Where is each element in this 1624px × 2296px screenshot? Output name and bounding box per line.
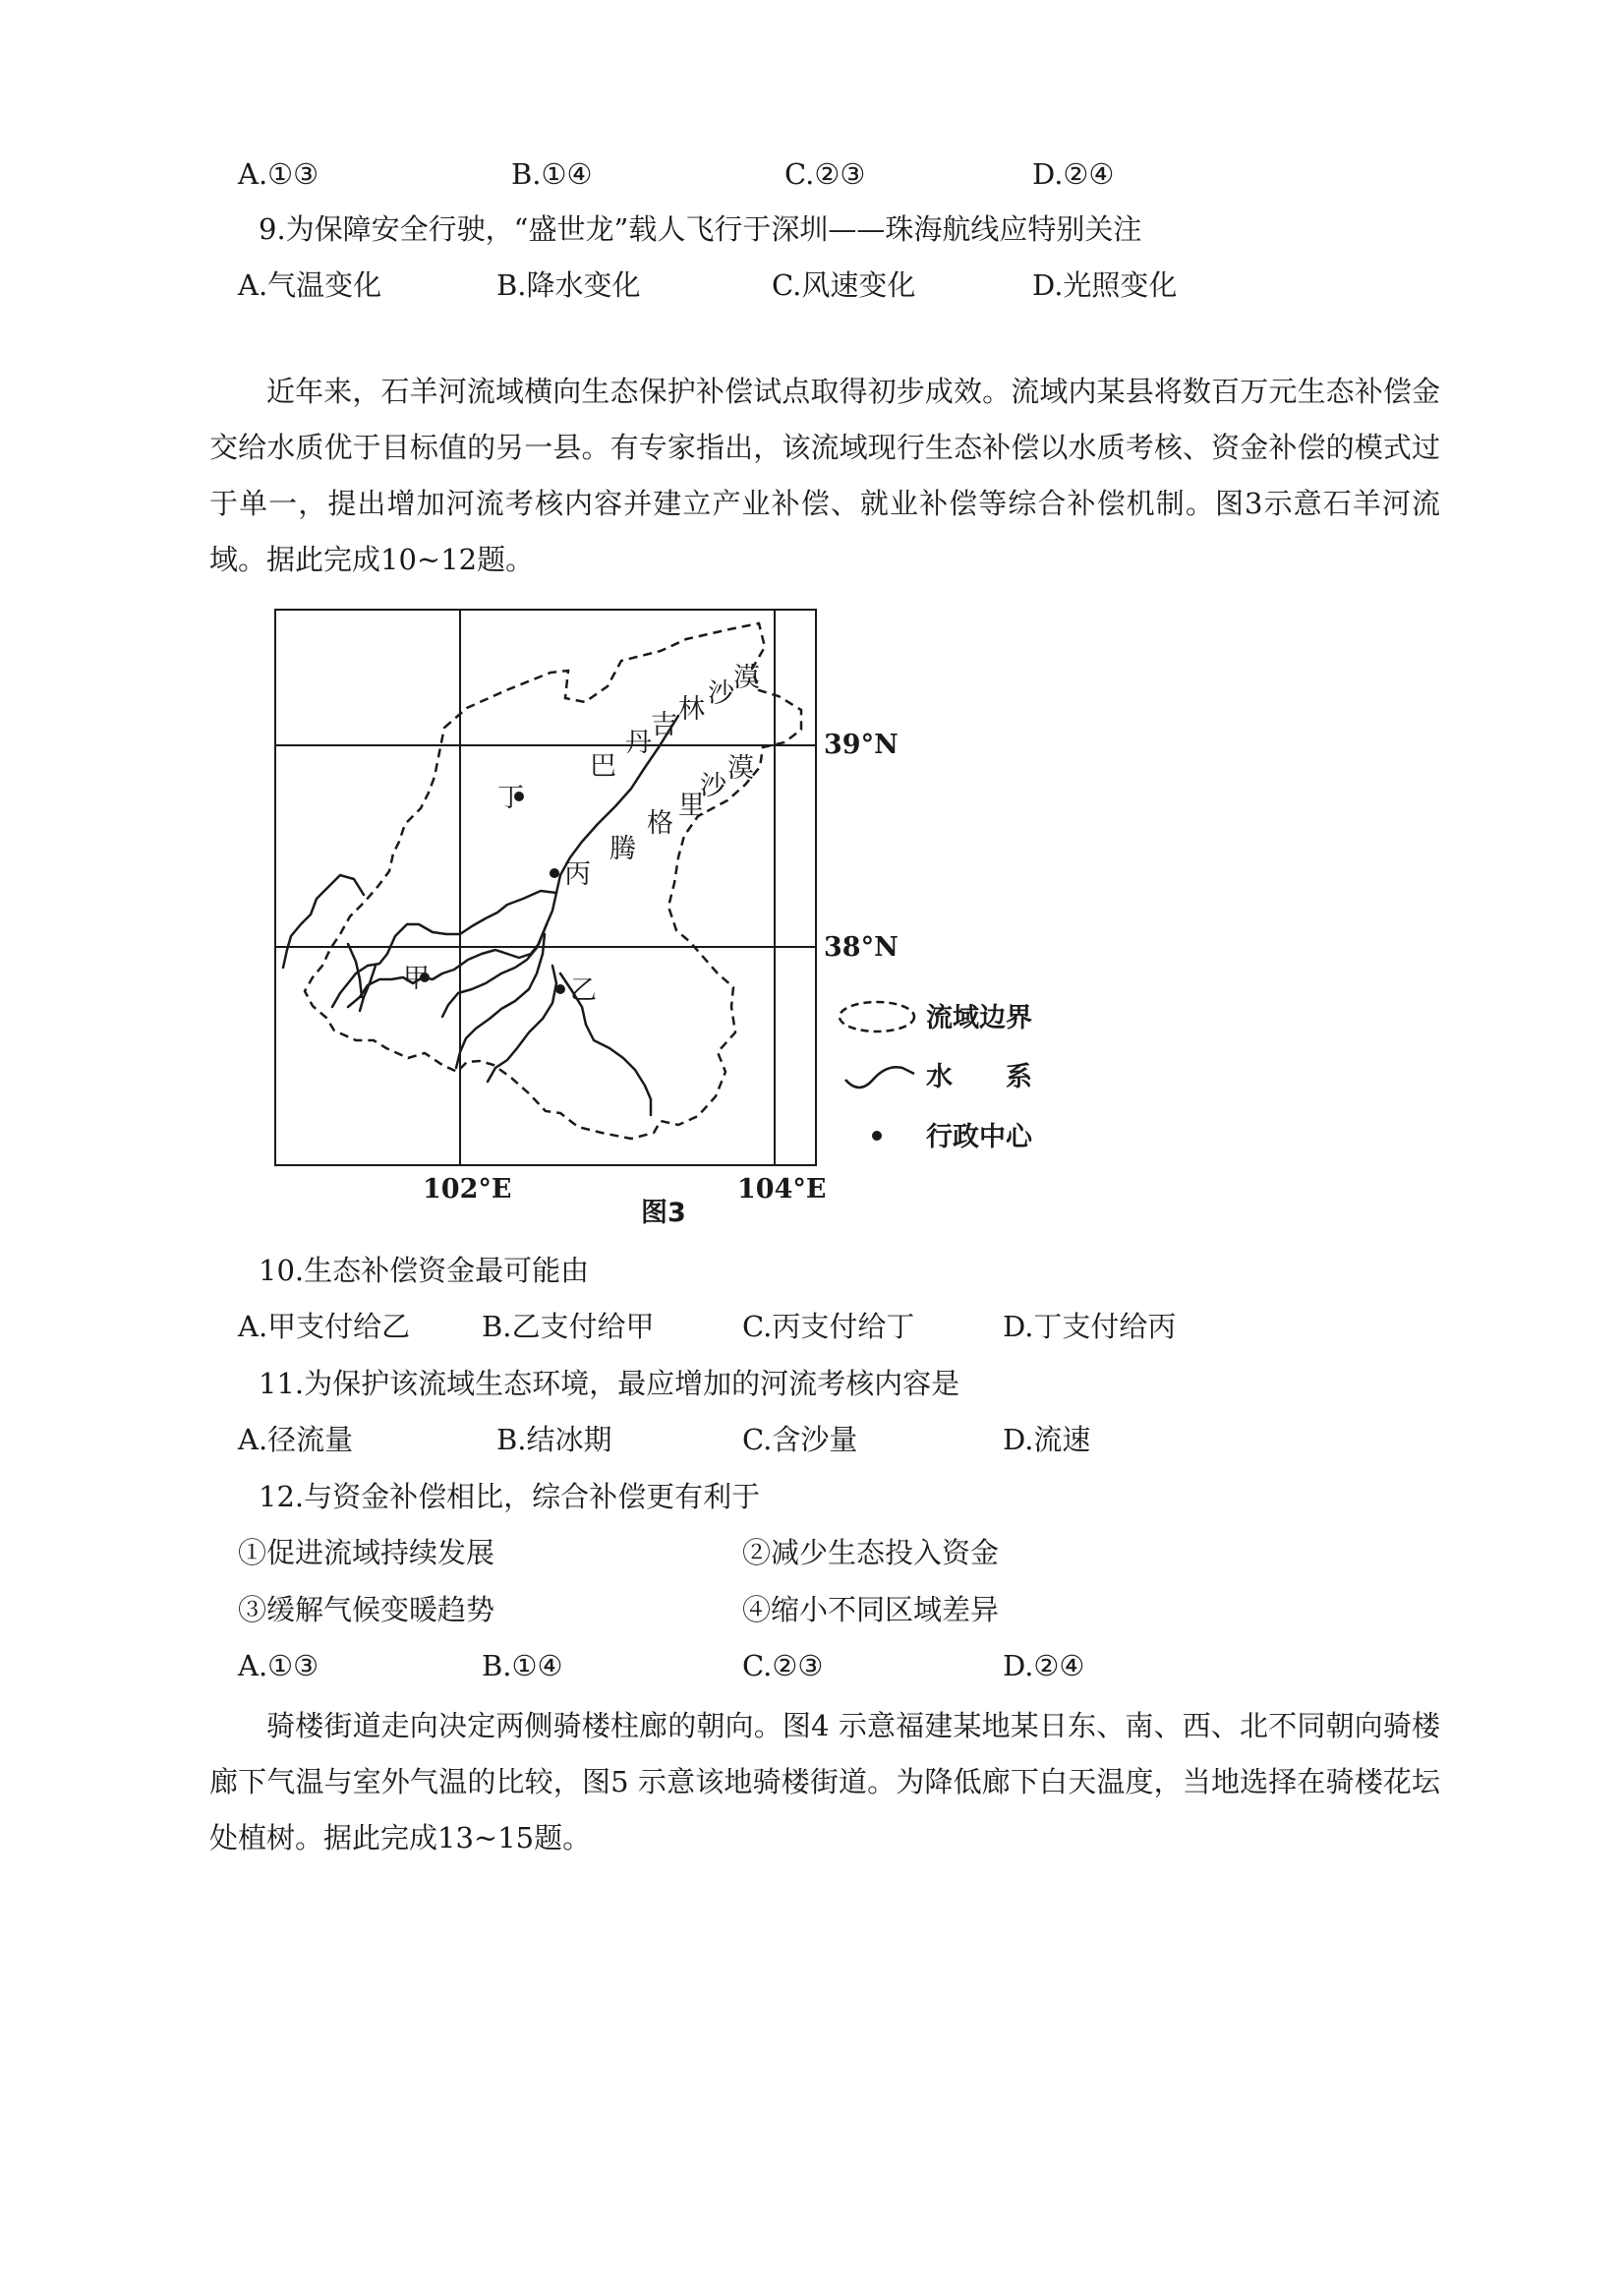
place-jia-label: 甲 <box>403 964 430 994</box>
desert2-char-1: 巴 <box>590 751 616 782</box>
q8-option-d[interactable]: D.②④ <box>1032 157 1115 191</box>
place-bing-dot <box>550 868 559 878</box>
figure-3-caption: 图3 <box>641 1198 686 1228</box>
desert1-char-3: 林 <box>678 694 705 725</box>
q11-option-c[interactable]: C.含沙量 <box>742 1423 858 1456</box>
desert1-char-5: 漠 <box>733 663 760 693</box>
q12-option-c[interactable]: C.②③ <box>742 1649 824 1682</box>
desert2-char-3: 格 <box>647 808 673 839</box>
q11-option-a[interactable]: A.径流量 <box>238 1423 354 1456</box>
place-yi-dot <box>555 984 565 994</box>
desert1-char-1: 丹 <box>625 728 652 758</box>
legend-center-symbol <box>872 1131 882 1141</box>
q10-option-a[interactable]: A.甲支付给乙 <box>238 1310 411 1343</box>
legend-river-symbol <box>845 1067 914 1088</box>
desert2-char-6: 漠 <box>727 753 754 784</box>
q8-option-b[interactable]: B.①④ <box>511 157 593 191</box>
map-legend <box>840 1002 914 1141</box>
q10-option-c[interactable]: C.丙支付给丁 <box>742 1310 915 1343</box>
q12-item-4: ④缩小不同区域差异 <box>742 1593 1000 1626</box>
legend-center-label: 行政中心 <box>926 1122 1032 1152</box>
q12-item-3: ③缓解气候变暖趋势 <box>238 1593 495 1626</box>
q9-option-b[interactable]: B.降水变化 <box>496 268 641 302</box>
q12-option-d[interactable]: D.②④ <box>1003 1649 1085 1682</box>
q9-stem: 9.为保障安全行驶，“盛世龙”载人飞行于深圳——珠海航线应特别关注 <box>259 212 1142 246</box>
legend-boundary-label: 流域边界 <box>926 1003 1032 1033</box>
q8-option-a[interactable]: A.①③ <box>238 157 319 191</box>
q9-option-c[interactable]: C.风速变化 <box>772 268 916 302</box>
lon-label-104: 104°E <box>737 1174 827 1205</box>
q11-option-d[interactable]: D.流速 <box>1003 1423 1091 1456</box>
q9-option-d[interactable]: D.光照变化 <box>1032 268 1178 302</box>
lat-label-39: 39°N <box>824 730 899 760</box>
q12-option-a[interactable]: A.①③ <box>238 1649 319 1682</box>
desert2-char-4: 里 <box>678 791 705 821</box>
q9-option-a[interactable]: A.气温变化 <box>238 268 382 302</box>
lat-label-38: 38°N <box>824 932 899 963</box>
desert2-char-2: 腾 <box>609 834 636 864</box>
q12-item-1: ①促进流域持续发展 <box>238 1536 495 1569</box>
desert1-char-2: 吉 <box>651 710 677 740</box>
q12-option-b[interactable]: B.①④ <box>482 1649 563 1682</box>
place-yi-label: 乙 <box>570 975 597 1006</box>
q10-option-d[interactable]: D.丁支付给丙 <box>1003 1310 1177 1343</box>
q10-option-b[interactable]: B.乙支付给甲 <box>482 1310 655 1343</box>
q11-option-b[interactable]: B.结冰期 <box>496 1423 612 1456</box>
q11-stem: 11.为保护该流域生态环境，最应增加的河流考核内容是 <box>259 1367 960 1400</box>
figure-3-shiyang-river-map <box>265 600 1032 1229</box>
q12-item-2: ②减少生态投入资金 <box>742 1536 1000 1569</box>
desert2-char-5: 沙 <box>700 771 726 801</box>
q12-stem: 12.与资金补偿相比，综合补偿更有利于 <box>259 1480 761 1513</box>
q8-option-c[interactable]: C.②③ <box>784 157 866 191</box>
legend-river-label: 水 系 <box>926 1062 1032 1092</box>
passage-shiyang-river: 近年来，石羊河流域横向生态保护补偿试点取得初步成效。流域内某县将数百万元生态补偿金交给水质优于目标值的另一县。有专家指出，该流域现行生态补偿以水质考核、资金补偿的模式过于单一，提出增加河流考核内容并建立产业补偿、就业补偿等综合补偿机制。图3示意石羊河流域。据此完成10~12题。 <box>209 375 1440 576</box>
q10-stem: 10.生态补偿资金最可能由 <box>259 1254 590 1287</box>
river-system <box>283 716 678 1115</box>
passage-arcade-street: 骑楼街道走向决定两侧骑楼柱廊的朝向。图4 示意福建某地某日东、南、西、北不同朝向骑楼廊下气温与室外气温的比较，图5 示意该地骑楼街道。为降低廊下白天温度，当地选择在骑楼花坛处植树。据此完成13~15题。 <box>209 1709 1440 1854</box>
place-ding-label: 丁 <box>497 783 524 813</box>
lon-label-102: 102°E <box>423 1174 512 1205</box>
desert1-char-4: 沙 <box>708 678 734 709</box>
legend-boundary-symbol <box>840 1002 914 1031</box>
place-bing-label: 丙 <box>564 859 591 890</box>
